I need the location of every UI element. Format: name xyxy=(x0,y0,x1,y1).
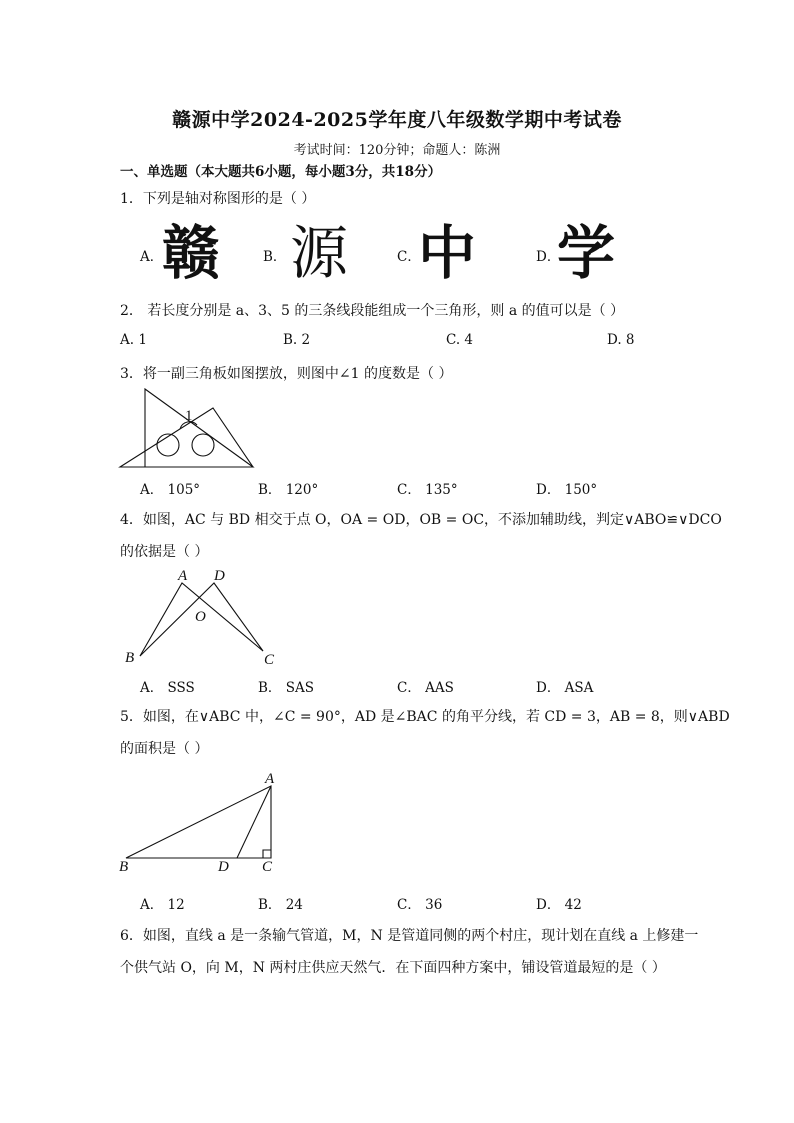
q2-option-c: C. 4 xyxy=(446,332,474,348)
q5-option-b: B． 24 xyxy=(258,897,303,913)
q5-right-triangle-figure xyxy=(114,768,289,876)
q3-hole-right xyxy=(192,434,214,456)
q1-stem: 1．下列是轴对称图形的是（ ） xyxy=(120,191,316,207)
q5-label-c: C xyxy=(262,859,273,875)
q3-hole-left xyxy=(157,434,179,456)
q2-stem: 2． 若长度分别是 a、3、5 的三条线段能组成一个三角形，则 a 的值可以是（ ） xyxy=(120,303,625,319)
q4-stem-line1: 4．如图，AC 与 BD 相交于点 O，OA = OD，OB = OC，不添加辅助线，判定∨ABO≌∨DCO xyxy=(120,512,722,528)
q4-option-a: A． SSS xyxy=(140,680,195,696)
q5-stem-line2: 的面积是（ ） xyxy=(120,741,209,757)
q1-option-b-char: 源 xyxy=(290,219,349,287)
q4-label-c: C xyxy=(264,652,275,668)
exam-subtitle: 考试时间：120分钟；命题人：陈洲 xyxy=(293,143,501,158)
q1-option-c-char: 中 xyxy=(418,219,477,287)
q4-label-o: O xyxy=(195,609,206,625)
q4-label-d: D xyxy=(214,568,225,584)
section-heading: 一、单选题（本大题共6小题，每小题3分，共18分） xyxy=(120,164,442,180)
q5-bisector-ad xyxy=(237,786,271,858)
q2-option-b: B. 2 xyxy=(283,332,311,348)
q4-label-b: B xyxy=(125,650,135,666)
q3-triangle-figure xyxy=(115,385,265,475)
q5-label-b: B xyxy=(119,859,129,875)
exam-title: 赣源中学2024-2025学年度八年级数学期中考试卷 xyxy=(172,109,622,131)
q1-option-d-char: 学 xyxy=(557,219,616,287)
q5-option-c: C． 36 xyxy=(397,897,443,913)
q5-label-d: D xyxy=(218,859,229,875)
q5-stem-line1: 5．如图，在∨ABC 中，∠C = 90°，AD 是∠BAC 的角平分线，若 CD = 3，AB = 8，则∨ABD xyxy=(120,709,730,725)
q4-option-d: D． ASA xyxy=(536,680,594,696)
q4-stem-line2: 的依据是（ ） xyxy=(120,544,209,560)
q2-option-a: A. 1 xyxy=(120,332,147,348)
q3-option-d: D． 150° xyxy=(536,482,598,498)
q6-stem-line2: 个供气站 O，向 M，N 两村庄供应天然气．在下面四种方案中，铺设管道最短的是（ ） xyxy=(120,960,666,976)
q5-label-a: A xyxy=(265,771,275,787)
q4-crossing-triangles-figure xyxy=(118,563,288,671)
q5-right-angle-mark xyxy=(263,850,271,858)
q1-option-c-label: C． xyxy=(397,249,421,265)
q4-label-a: A xyxy=(178,568,188,584)
q1-option-b-label: B． xyxy=(263,249,287,265)
q3-stem: 3．将一副三角板如图摆放，则图中∠1 的度数是（ ） xyxy=(120,366,453,382)
q4-option-b: B． SAS xyxy=(258,680,314,696)
q2-option-d: D. 8 xyxy=(607,332,635,348)
q5-option-a: A． 12 xyxy=(140,897,185,913)
q5-triangle-abc xyxy=(126,786,271,858)
q1-option-d-label: D． xyxy=(536,249,561,265)
q3-option-a: A． 105° xyxy=(140,482,201,498)
q6-stem-line1: 6．如图，直线 a 是一条输气管道，M，N 是管道同侧的两个村庄，现计划在直线 a 上修建一 xyxy=(120,928,699,944)
q1-option-a-char: 赣 xyxy=(162,219,221,287)
q3-option-c: C． 135° xyxy=(397,482,458,498)
q4-option-c: C． AAS xyxy=(397,680,454,696)
q5-option-d: D． 42 xyxy=(536,897,582,913)
q3-angle-label: 1 xyxy=(185,408,193,424)
q1-option-a-label: A． xyxy=(140,249,164,265)
q3-option-b: B． 120° xyxy=(258,482,319,498)
